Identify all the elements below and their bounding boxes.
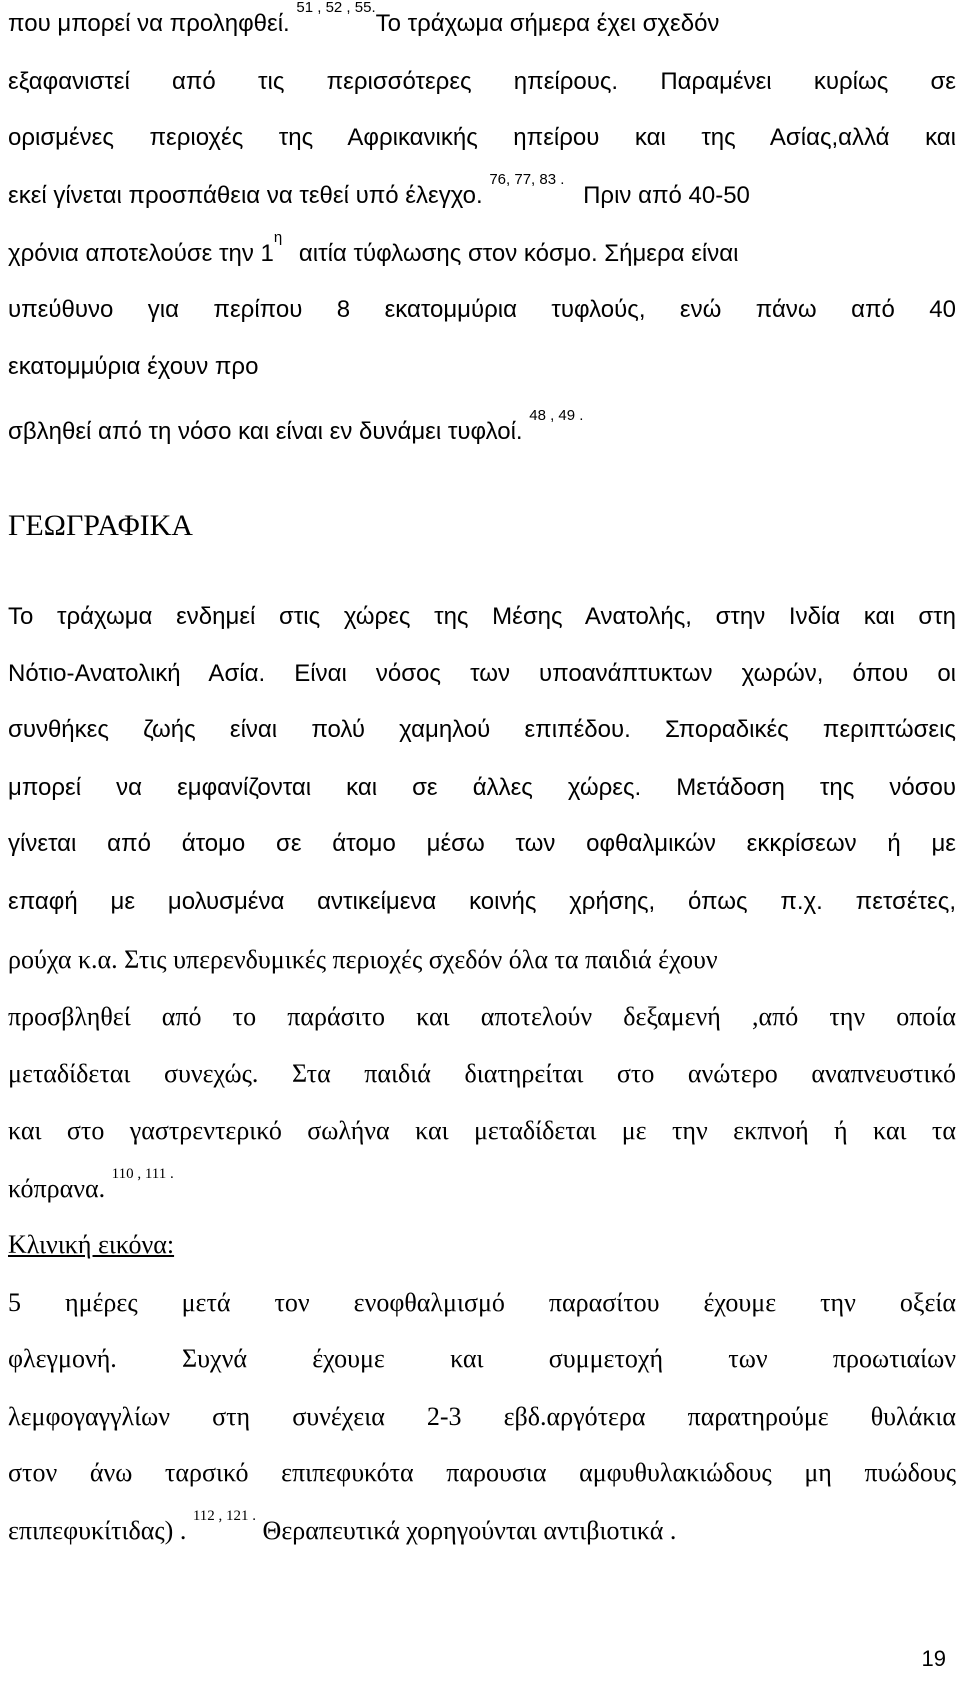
p1-text: χρόνια αποτελούσε την 1	[8, 240, 274, 267]
p3-line-1: 5 ημέρες μετά τον ενοφθαλμισμό παρασίτου έχουμε την οξεία	[8, 1288, 956, 1317]
p1-text: αιτία τύφλωσης στον κόσμο. Σήμερα είναι	[298, 240, 739, 267]
p2-line-5: γίνεται από άτομο σε άτομο μέσω των οφθαλμικών εκκρίσεων ή με	[8, 830, 956, 857]
p1-line-7: εκατομμύρια έχουν προ	[8, 353, 259, 380]
p2-line-2: Νότιο-Ανατολική Ασία. Είναι νόσος των υποανάπτυκτων χωρών, όπου οι	[8, 660, 956, 687]
p2-line-1: Το τράχωμα ενδημεί στις χώρες της Μέσης Ανατολής, στην Ινδία και στη	[8, 603, 956, 630]
page-number: 19	[921, 1646, 946, 1671]
p2-line-8: προσβληθεί από το παράσιτο και αποτελούν δεξαμενή ,από την οποία	[8, 1002, 956, 1031]
p2-line-4: μπορεί να εμφανίζονται και σε άλλες χώρες. Μετάδοση της νόσου	[8, 774, 956, 801]
p1-text: Πριν από 40-50	[583, 182, 750, 209]
p3-line-2: φλεγμονή. Συχνά έχουμε και συμμετοχή των προωτιαίων	[8, 1344, 956, 1373]
citation-ref: 51 , 52 , 55.	[296, 0, 376, 16]
section-heading-clinical: Κλινική εικόνα:	[8, 1230, 175, 1259]
section-heading-geography: ΓΕΩΓΡΑΦΙΚΑ	[8, 509, 193, 542]
p3-text: επιπεφυκίτιδας) .	[8, 1516, 187, 1545]
p1-line-6: υπεύθυνο για περίπου 8 εκατομμύρια τυφλούς, ενώ πάνω από 40	[8, 296, 956, 323]
p2-line-9: μεταδίδεται συνεχώς. Στα παιδιά διατηρείται στο ανώτερο αναπνευστικό	[8, 1059, 956, 1088]
p2-text: κόπρανα.	[8, 1174, 106, 1203]
p2-line-7: ρούχα κ.α. Στις υπερενδυμικές περιοχές σχεδόν όλα τα παιδιά έχουν	[8, 945, 718, 974]
p2-line-10: και στο γαστρεντερικό σωλήνα και μεταδίδεται με την εκπνοή ή και τα	[8, 1116, 956, 1145]
p1-line-4	[8, 171, 956, 209]
p1-text: εκεί γίνεται προσπάθεια να τεθεί υπό έλεγχο.	[8, 182, 483, 209]
citation-ref: 110 , 111 .	[111, 1166, 174, 1182]
p3-line-4: στον άνω ταρσικό επιπεφυκότα παρουσια αμφυθυλακιώδους μη πυώδους	[8, 1458, 956, 1487]
citation-ref: 112 , 121 .	[192, 1508, 257, 1524]
p3-text: Θεραπευτικά χορηγούνται αντιβιοτικά .	[262, 1516, 677, 1545]
p2-line-3: συνθήκες ζωής είναι πολύ χαμηλού επιπέδου. Σποραδικές περιπτώσεις	[8, 716, 956, 743]
citation-ref: 48 , 49 .	[529, 407, 584, 424]
p3-line-3: λεμφογαγγλίων στη συνέχεια 2-3 εβδ.αργότερα παρατηρούμε θυλάκια	[8, 1402, 956, 1431]
p1-line-8	[8, 407, 956, 445]
p1-text: Το τράχωμα σήμερα έχει σχεδόν	[375, 10, 720, 37]
citation-ref: 76, 77, 83 .	[489, 171, 565, 188]
ordinal-superscript: η	[273, 229, 283, 246]
p1-text: σβληθεί από τη νόσο και είναι εν δυνάμει τυφλοί.	[8, 418, 523, 445]
p1-line-1	[8, 0, 956, 37]
p1-line-2: εξαφανιστεί από τις περισσότερες ηπείρους. Παραμένει κυρίως σε	[8, 68, 956, 95]
p2-line-11	[8, 1166, 956, 1203]
p1-line-3: ορισμένες περιοχές της Αφρικανικής ηπείρου και της Ασίας,αλλά και	[8, 124, 956, 151]
p2-line-6: επαφή με μολυσμένα αντικείμενα κοινής χρήσης, όπως π.χ. πετσέτες,	[8, 888, 956, 915]
p1-line-5	[8, 229, 956, 267]
p1-text: που μπορεί να προληφθεί.	[8, 10, 290, 37]
p3-line-5	[8, 1508, 956, 1545]
